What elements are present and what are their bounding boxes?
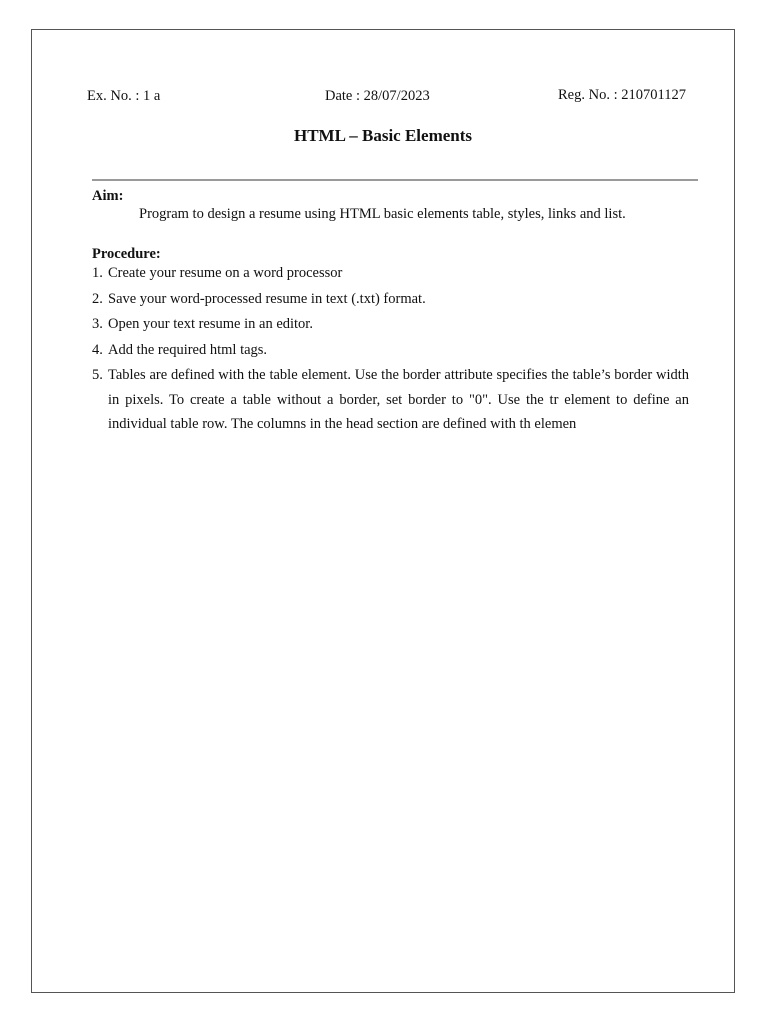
step-text: Add the required html tags. bbox=[108, 341, 268, 358]
step-number: 3. bbox=[92, 316, 103, 332]
procedure-step bbox=[92, 365, 689, 437]
horizontal-divider bbox=[92, 179, 698, 181]
aim-text: Program to design a resume using HTML basic elements table, styles, links and list. bbox=[139, 206, 626, 222]
procedure-step bbox=[92, 289, 689, 309]
procedure-step bbox=[92, 314, 689, 334]
step-number: 1. bbox=[92, 265, 103, 281]
step-text: Tables are defined with the table element. Use the border attribute specifies the table’s border width in pixels. To create a table without a border, set border to "0". Use the tr element to define an individual table row. The columns in the head section are defined with th elemen bbox=[108, 367, 689, 432]
document-page bbox=[31, 29, 735, 993]
aim-heading: Aim: bbox=[92, 188, 124, 204]
page-title: HTML – Basic Elements bbox=[293, 126, 473, 145]
step-text: Create your resume on a word processor bbox=[108, 265, 343, 281]
exercise-date: Date : 28/07/2023 bbox=[325, 88, 430, 104]
step-number: 2. bbox=[92, 290, 103, 307]
step-number: 4. bbox=[92, 341, 103, 358]
step-text: Open your text resume in an editor. bbox=[108, 316, 313, 332]
procedure-step bbox=[92, 340, 689, 360]
registration-number: Reg. No. : 210701127 bbox=[558, 87, 686, 103]
procedure-step bbox=[92, 263, 689, 283]
step-text: Save your word-processed resume in text (.txt) format. bbox=[108, 290, 426, 307]
exercise-number: Ex. No. : 1 a bbox=[87, 88, 161, 104]
step-number: 5. bbox=[92, 367, 103, 383]
procedure-steps-list bbox=[92, 263, 689, 442]
procedure-heading: Procedure: bbox=[92, 246, 161, 262]
